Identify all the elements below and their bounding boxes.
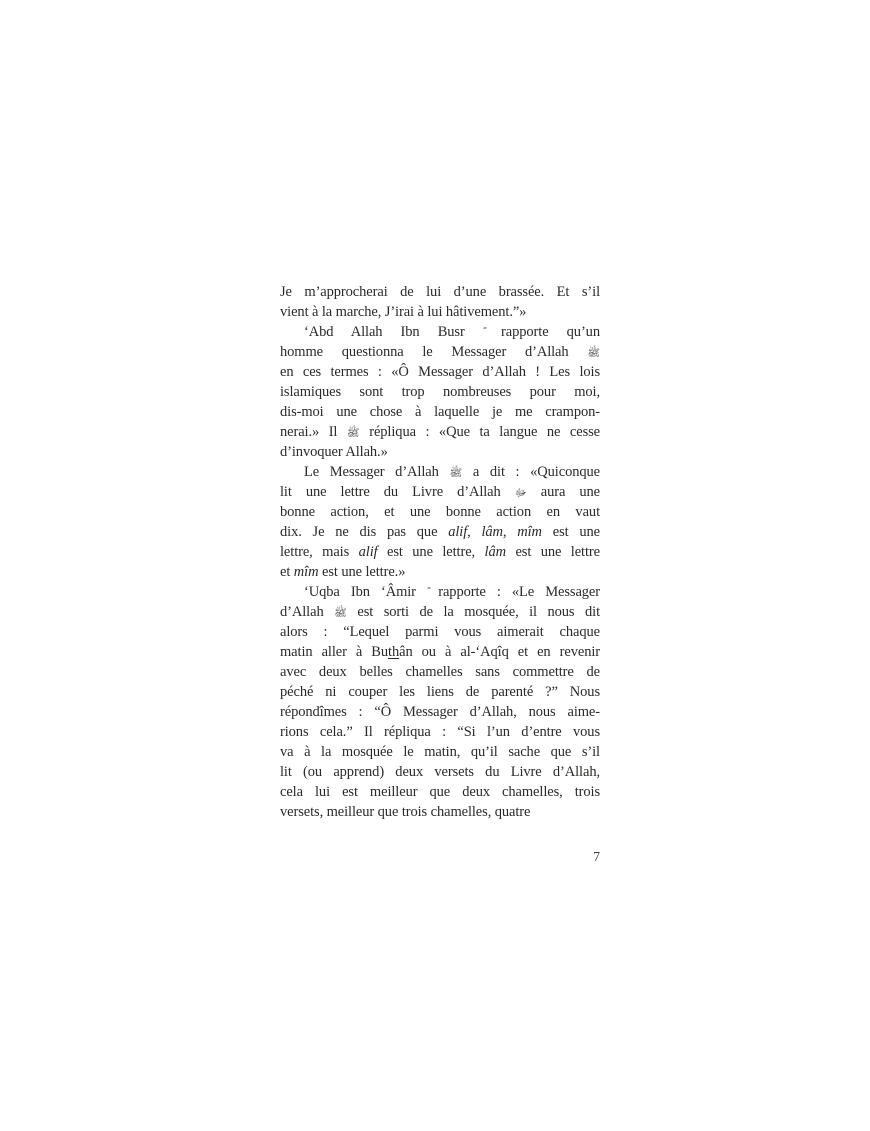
text-line xyxy=(280,662,600,682)
text-line xyxy=(280,702,600,722)
text-segment: est une lettre xyxy=(505,544,600,560)
text-segment: péché ni couper les liens de parenté ?” Nous xyxy=(280,684,600,700)
text-segment: est une lettre, xyxy=(377,544,485,560)
text-segment: lit (ou apprend) deux versets du Livre d’Allah, xyxy=(280,764,600,780)
text-line xyxy=(280,282,600,302)
text-line xyxy=(280,482,600,502)
text-segment: va à la mosquée le matin, qu’il sache que s’il xyxy=(280,744,600,760)
text-line xyxy=(280,742,600,762)
text-line xyxy=(280,802,600,822)
text-segment: aura une xyxy=(526,484,600,500)
text-line xyxy=(280,522,600,542)
text-line xyxy=(280,782,600,802)
azza-wa-jall-symbol: ﷻ xyxy=(514,487,527,499)
text-line xyxy=(280,762,600,782)
text-segment: répliqua : «Que ta langue ne cesse xyxy=(359,424,600,440)
text-line xyxy=(280,582,600,602)
text-segment: ân ou à al-‘Aqîq et en revenir xyxy=(399,644,600,660)
text-line xyxy=(280,402,600,422)
text-line xyxy=(280,642,600,662)
text-segment: rapporte : «Le Messager xyxy=(427,584,600,600)
text-line xyxy=(280,722,600,742)
text-line xyxy=(280,362,600,382)
text-line xyxy=(280,682,600,702)
text-segment: est une lettre.» xyxy=(318,564,406,580)
text-segment: nerai.» Il xyxy=(280,424,347,440)
saw-symbol: ﷺ xyxy=(587,347,600,359)
text-line xyxy=(280,502,600,522)
saw-symbol: ﷺ xyxy=(346,427,360,439)
text-segment: alif, lâm, mîm xyxy=(448,524,542,540)
text-block xyxy=(280,282,600,822)
text-segment: bonne action, et une bonne action en vaut xyxy=(280,504,600,520)
text-segment: ‘Abd Allah Ibn Busr xyxy=(304,324,483,340)
text-segment: dix. Je ne dis pas que xyxy=(280,524,449,540)
text-line xyxy=(280,422,600,442)
text-segment: Le Messager d’Allah xyxy=(304,464,450,480)
text-segment: et xyxy=(280,564,294,580)
text-line xyxy=(280,302,600,322)
text-segment: alif xyxy=(358,544,378,560)
text-segment: répondîmes : “Ô Messager d’Allah, nous aime- xyxy=(280,704,600,720)
text-line xyxy=(280,542,600,562)
text-segment: alors : “Lequel parmi vous aimerait chaque xyxy=(280,624,600,640)
saw-symbol: ﷺ xyxy=(334,607,347,619)
text-segment: en ces termes : «Ô Messager d’Allah ! Les lois xyxy=(280,364,600,380)
text-line xyxy=(280,442,600,462)
text-line xyxy=(280,342,600,362)
text-segment: est une xyxy=(541,524,600,540)
text-segment: versets, meilleur que trois chamelles, quatre xyxy=(280,804,531,820)
text-segment: homme questionna le Messager d’Allah xyxy=(280,344,588,360)
text-segment: islamiques sont trop nombreuses pour moi, xyxy=(280,384,600,400)
text-segment: lit une lettre du Livre d’Allah xyxy=(280,484,515,500)
text-segment: rapporte qu’un xyxy=(482,324,600,340)
text-segment: cela lui est meilleur que deux chamelles, trois xyxy=(280,784,600,800)
saw-symbol: ﷺ xyxy=(449,467,463,479)
page-number: 7 xyxy=(593,849,600,864)
text-segment: Je m’approcherai de lui d’une brassée. Et s’il xyxy=(280,284,600,300)
text-line xyxy=(280,462,600,482)
text-segment: dis-moi une chose à laquelle je me crampon- xyxy=(280,404,600,420)
text-line xyxy=(280,602,600,622)
text-segment: rions cela.” Il répliqua : “Si l’un d’entre vous xyxy=(280,724,600,740)
text-segment: lettre, mais xyxy=(280,544,359,560)
text-line xyxy=(280,562,600,582)
text-segment: lâm xyxy=(484,544,506,560)
text-segment: vient à la marche, J’irai à lui hâtivement.”» xyxy=(280,304,527,320)
text-segment: th xyxy=(388,644,400,660)
text-segment: mîm xyxy=(293,564,319,580)
text-line xyxy=(280,382,600,402)
text-segment: a dit : «Quiconque xyxy=(462,464,601,480)
text-line xyxy=(280,322,600,342)
text-segment: ‘Uqba Ibn ‘Âmir xyxy=(304,584,428,600)
text-segment: d’invoquer Allah.» xyxy=(280,444,388,460)
text-segment: est sorti de la mosquée, il nous dit xyxy=(346,604,600,620)
text-line xyxy=(280,622,600,642)
text-segment: d’Allah xyxy=(280,604,335,620)
text-segment: matin aller à Bu xyxy=(280,644,389,660)
text-segment: avec deux belles chamelles sans commettre de xyxy=(280,664,600,680)
